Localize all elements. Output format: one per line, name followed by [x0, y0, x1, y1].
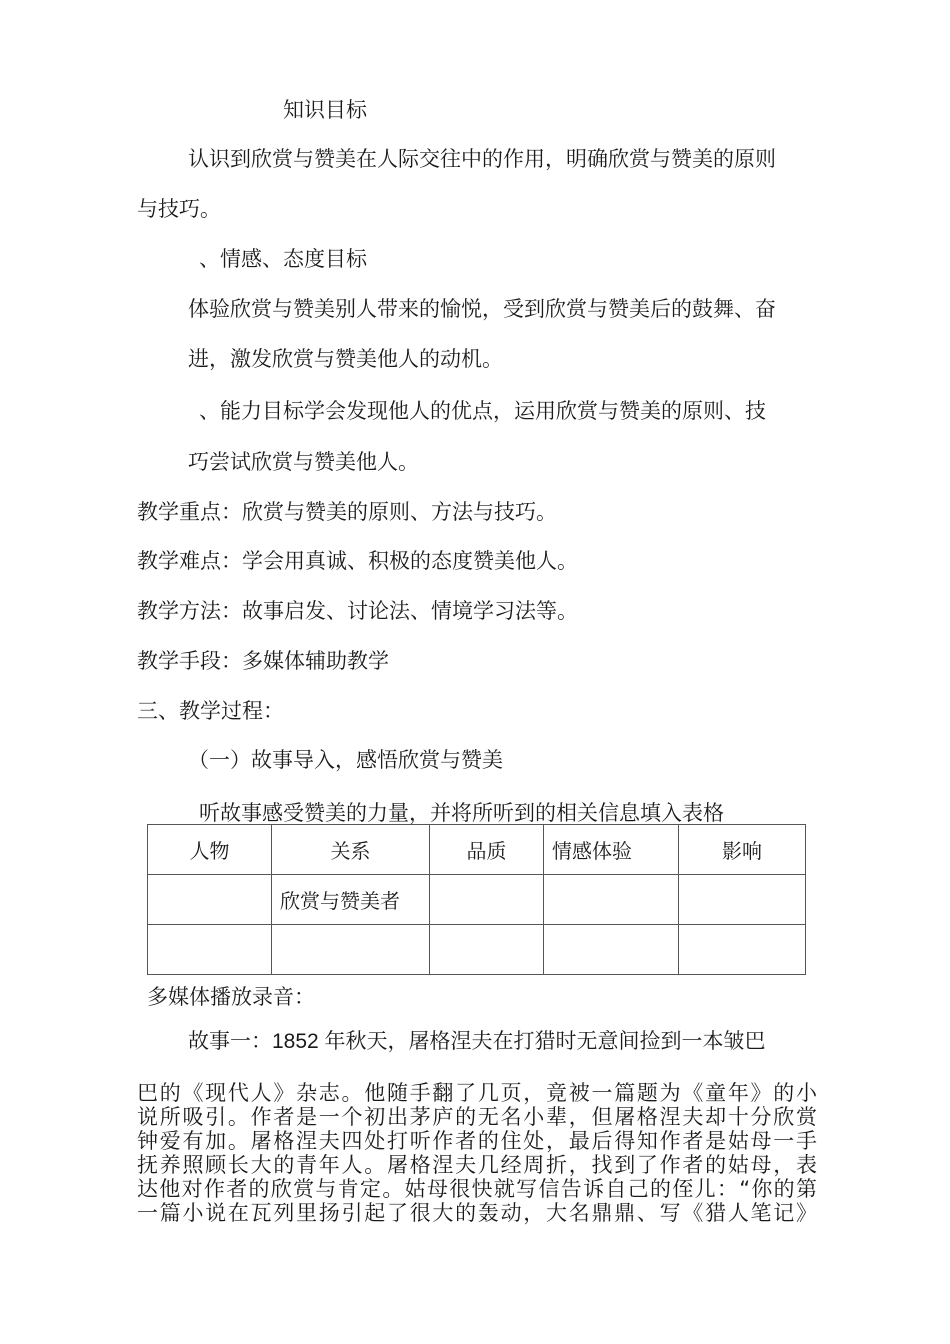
teaching-method: 教学方法：故事启发、讨论法、情境学习法等。: [137, 599, 578, 623]
header-cell-person: 人物: [148, 825, 272, 875]
table-header-row: [148, 825, 806, 875]
story-one-paragraph: [137, 1081, 817, 1225]
teaching-means: 教学手段：多媒体辅助教学: [137, 649, 389, 673]
emotion-goal-text-2: 进，激发欣赏与赞美他人的动机。: [188, 347, 503, 371]
story-line: 钟爱有加。屠格涅夫四处打听作者的住处，最后得知作者是姑母一手: [137, 1129, 817, 1153]
table-cell[interactable]: [272, 925, 430, 975]
header-cell-quality: 品质: [430, 825, 544, 875]
heading-knowledge-goal: 知识目标: [283, 98, 367, 122]
table-cell[interactable]: [430, 875, 544, 925]
ability-goal-text-1: 、能力目标学会发现他人的优点，运用欣赏与赞美的原则、技: [199, 399, 766, 423]
header-cell-emotion: 情感体验: [544, 825, 679, 875]
section-teaching-process: 三、教学过程：: [137, 699, 284, 723]
knowledge-goal-text-1: 认识到欣赏与赞美在人际交往中的作用，明确欣赏与赞美的原则: [188, 147, 776, 171]
table-instruction: 听故事感受赞美的力量，并将所听到的相关信息填入表格: [199, 801, 724, 825]
table-cell[interactable]: [679, 925, 806, 975]
subsection-story-intro: （一）故事导入，感悟欣赏与赞美: [188, 748, 503, 772]
table-cell[interactable]: 欣赏与赞美者: [272, 875, 430, 925]
teaching-difficulty: 教学难点：学会用真诚、积极的态度赞美他人。: [137, 549, 578, 573]
story-line: 抚养照顾长大的青年人。屠格涅夫几经周折，找到了作者的姑母，表: [137, 1153, 817, 1177]
table-cell[interactable]: [544, 925, 679, 975]
multimedia-label: 多媒体播放录音：: [147, 985, 315, 1009]
ability-goal-text-2: 巧尝试欣赏与赞美他人。: [188, 450, 419, 474]
header-cell-relation: 关系: [272, 825, 430, 875]
heading-emotion-goal: 、情感、态度目标: [199, 247, 367, 271]
table-row: [148, 875, 806, 925]
table-cell[interactable]: [430, 925, 544, 975]
teaching-key-point: 教学重点：欣赏与赞美的原则、方法与技巧。: [137, 500, 557, 524]
story-one-first-line: 故事一：1852 年秋天，屠格涅夫在打猎时无意间捡到一本皱巴: [188, 1030, 766, 1053]
story-line: 说所吸引。作者是一个初出茅庐的无名小辈，但屠格涅夫却十分欣赏: [137, 1105, 817, 1129]
table-cell[interactable]: [679, 875, 806, 925]
emotion-goal-text-1: 体验欣赏与赞美别人带来的愉悦，受到欣赏与赞美后的鼓舞、奋: [188, 297, 776, 321]
table-cell[interactable]: [148, 925, 272, 975]
table-cell[interactable]: [544, 875, 679, 925]
story-line: 一篇小说在瓦列里扬引起了很大的轰动，大名鼎鼎、写《猎人笔记》: [137, 1201, 817, 1225]
story-line: 达他对作者的欣赏与肯定。姑母很快就写信告诉自己的侄儿：“你的第: [137, 1177, 817, 1201]
table-cell[interactable]: [148, 875, 272, 925]
header-cell-influence: 影响: [679, 825, 806, 875]
knowledge-goal-text-2: 与技巧。: [137, 197, 221, 221]
story-line: 巴的《现代人》杂志。他随手翻了几页，竟被一篇题为《童年》的小: [137, 1081, 817, 1105]
info-table: [147, 824, 806, 975]
table-row: [148, 925, 806, 975]
